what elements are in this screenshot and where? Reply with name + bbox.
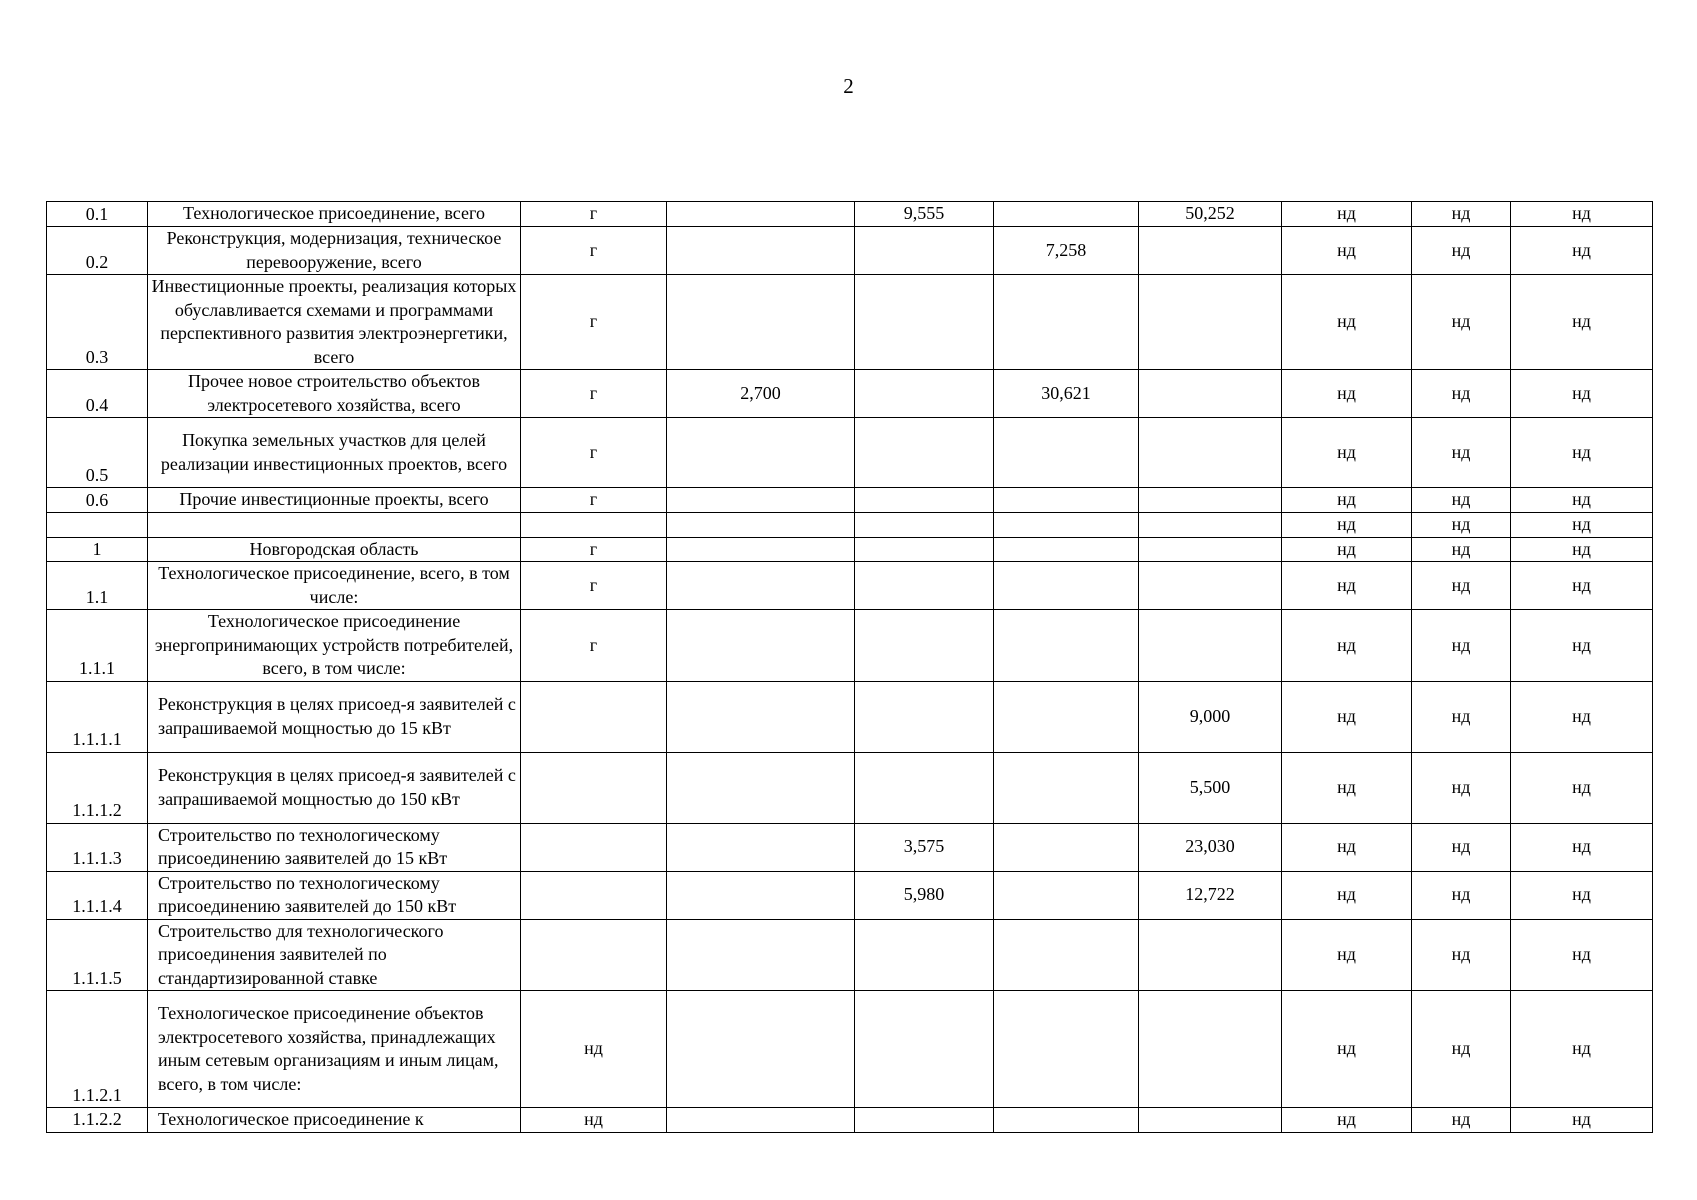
row-value-cell: нд [1282, 752, 1412, 823]
row-value-cell [994, 919, 1139, 991]
row-value-cell: нд [1511, 418, 1653, 488]
row-value-cell: нд [1282, 610, 1412, 682]
row-code: 1.1.1.3 [47, 823, 148, 871]
row-value-cell [855, 370, 994, 418]
table-row [47, 370, 1653, 418]
row-value-cell [667, 1108, 855, 1133]
table-row [47, 681, 1653, 752]
row-value-cell: нд [1511, 823, 1653, 871]
table-row [47, 418, 1653, 488]
row-value-cell [855, 610, 994, 682]
row-value-cell [994, 610, 1139, 682]
row-value-cell: нд [1511, 537, 1653, 562]
row-name: Новгородская область [148, 537, 521, 562]
row-value-cell [667, 681, 855, 752]
row-value-cell: 2,700 [667, 370, 855, 418]
row-value-cell [994, 537, 1139, 562]
row-value-cell [667, 275, 855, 370]
row-code: 1.1.2.2 [47, 1108, 148, 1133]
row-value-cell [667, 919, 855, 991]
row-value-cell: нд [1412, 227, 1511, 275]
row-value-cell: нд [1511, 275, 1653, 370]
row-value-cell [667, 871, 855, 919]
row-value-cell [667, 752, 855, 823]
row-name [148, 513, 521, 538]
row-value-cell: нд [1412, 752, 1511, 823]
row-value-cell [994, 513, 1139, 538]
row-value-cell: нд [1511, 991, 1653, 1108]
row-value-cell: нд [1511, 227, 1653, 275]
table-row [47, 752, 1653, 823]
row-value-cell [1139, 275, 1282, 370]
row-value-cell: 3,575 [855, 823, 994, 871]
row-value-cell: нд [1511, 610, 1653, 682]
row-unit-cell [521, 919, 667, 991]
row-unit-cell [521, 871, 667, 919]
row-value-cell: 30,621 [994, 370, 1139, 418]
row-code: 1.1.1.4 [47, 871, 148, 919]
row-value-cell: 23,030 [1139, 823, 1282, 871]
row-value-cell [1139, 488, 1282, 513]
row-value-cell: 9,000 [1139, 681, 1282, 752]
row-code: 1.1.1 [47, 610, 148, 682]
row-unit-cell: нд [521, 991, 667, 1108]
row-name: Технологическое присоединение, всего [148, 202, 521, 227]
table-row [47, 919, 1653, 991]
row-value-cell: нд [1412, 418, 1511, 488]
row-value-cell: нд [1511, 681, 1653, 752]
row-code: 1.1.1.2 [47, 752, 148, 823]
row-value-cell [1139, 562, 1282, 610]
row-value-cell: нд [1412, 202, 1511, 227]
row-value-cell [855, 919, 994, 991]
row-unit-cell: нд [521, 1108, 667, 1133]
table-row [47, 488, 1653, 513]
row-value-cell: 7,258 [994, 227, 1139, 275]
row-value-cell: нд [1511, 488, 1653, 513]
row-value-cell [667, 537, 855, 562]
row-code: 1.1.1.1 [47, 681, 148, 752]
row-unit-cell [521, 681, 667, 752]
row-name: Технологическое присоединение к [148, 1108, 521, 1133]
row-name: Строительство по технологическому присоединению заявителей до 15 кВт [148, 823, 521, 871]
row-value-cell: нд [1511, 1108, 1653, 1133]
row-unit-cell: г [521, 227, 667, 275]
row-value-cell [1139, 227, 1282, 275]
row-value-cell: нд [1282, 370, 1412, 418]
row-value-cell: нд [1282, 488, 1412, 513]
row-value-cell: нд [1412, 823, 1511, 871]
row-value-cell: 9,555 [855, 202, 994, 227]
row-value-cell: нд [1412, 991, 1511, 1108]
row-value-cell: нд [1412, 610, 1511, 682]
row-value-cell [667, 488, 855, 513]
row-value-cell [994, 991, 1139, 1108]
table-row [47, 871, 1653, 919]
row-name: Технологическое присоединение энергопринимающих устройств потребителей, всего, в том числе: [148, 610, 521, 682]
row-code [47, 513, 148, 538]
row-value-cell: нд [1282, 562, 1412, 610]
page-number: 2 [843, 74, 854, 98]
row-value-cell [667, 991, 855, 1108]
table-row [47, 227, 1653, 275]
row-name: Технологическое присоединение, всего, в том числе: [148, 562, 521, 610]
row-value-cell [667, 202, 855, 227]
row-value-cell [994, 871, 1139, 919]
row-unit-cell [521, 513, 667, 538]
table-row [47, 1108, 1653, 1133]
row-value-cell: нд [1412, 370, 1511, 418]
row-value-cell [1139, 370, 1282, 418]
table-row [47, 823, 1653, 871]
row-value-cell [667, 823, 855, 871]
row-value-cell: нд [1282, 919, 1412, 991]
row-value-cell [1139, 919, 1282, 991]
table-row [47, 610, 1653, 682]
row-code: 1.1.2.1 [47, 991, 148, 1108]
row-value-cell: нд [1282, 275, 1412, 370]
row-name: Прочее новое строительство объектов электросетевого хозяйства, всего [148, 370, 521, 418]
table-row [47, 275, 1653, 370]
row-value-cell: нд [1282, 871, 1412, 919]
row-value-cell [994, 681, 1139, 752]
row-value-cell: нд [1412, 871, 1511, 919]
row-unit-cell [521, 752, 667, 823]
row-value-cell [855, 227, 994, 275]
row-value-cell [667, 418, 855, 488]
row-value-cell: 12,722 [1139, 871, 1282, 919]
row-name: Реконструкция в целях присоед-я заявителей с запрашиваемой мощностью до 15 кВт [148, 681, 521, 752]
row-value-cell [667, 513, 855, 538]
row-unit-cell: г [521, 610, 667, 682]
row-value-cell: 5,500 [1139, 752, 1282, 823]
row-value-cell [855, 562, 994, 610]
row-value-cell [855, 488, 994, 513]
row-name: Строительство для технологического присоединения заявителей по стандартизированной ставке [148, 919, 521, 991]
row-value-cell [855, 418, 994, 488]
row-value-cell: нд [1511, 562, 1653, 610]
row-value-cell: нд [1412, 681, 1511, 752]
row-unit-cell: г [521, 488, 667, 513]
row-code: 1 [47, 537, 148, 562]
row-value-cell [855, 275, 994, 370]
table-row [47, 202, 1653, 227]
row-value-cell [667, 562, 855, 610]
row-value-cell: нд [1282, 537, 1412, 562]
row-unit-cell: г [521, 370, 667, 418]
row-value-cell [855, 991, 994, 1108]
row-code: 1.1.1.5 [47, 919, 148, 991]
row-value-cell: нд [1412, 562, 1511, 610]
investment-program-table [46, 201, 1653, 1133]
row-value-cell [667, 610, 855, 682]
row-value-cell: нд [1412, 537, 1511, 562]
row-name: Технологическое присоединение объектов электросетевого хозяйства, принадлежащих иным сетевым организациям и иным лицам, всего, в том числе: [148, 991, 521, 1108]
row-value-cell: нд [1511, 752, 1653, 823]
row-value-cell: нд [1511, 919, 1653, 991]
row-code: 0.6 [47, 488, 148, 513]
row-value-cell [1139, 537, 1282, 562]
row-name: Инвестиционные проекты, реализация которых обуславливается схемами и программами перспективного развития электроэнергетики, всего [148, 275, 521, 370]
row-code: 0.2 [47, 227, 148, 275]
table-body [47, 202, 1653, 1133]
row-value-cell: 5,980 [855, 871, 994, 919]
row-value-cell [994, 752, 1139, 823]
row-code: 0.4 [47, 370, 148, 418]
row-value-cell: нд [1412, 275, 1511, 370]
row-value-cell [855, 1108, 994, 1133]
row-value-cell: нд [1412, 488, 1511, 513]
row-value-cell: нд [1412, 513, 1511, 538]
row-value-cell [855, 752, 994, 823]
row-code: 0.3 [47, 275, 148, 370]
row-value-cell: нд [1412, 1108, 1511, 1133]
row-value-cell: нд [1282, 513, 1412, 538]
row-value-cell [855, 537, 994, 562]
row-code: 1.1 [47, 562, 148, 610]
row-code: 0.1 [47, 202, 148, 227]
row-value-cell: нд [1412, 919, 1511, 991]
row-name: Реконструкция в целях присоед-я заявителей с запрашиваемой мощностью до 150 кВт [148, 752, 521, 823]
table-row [47, 513, 1653, 538]
row-value-cell: нд [1282, 1108, 1412, 1133]
row-name: Прочие инвестиционные проекты, всего [148, 488, 521, 513]
row-value-cell: нд [1511, 871, 1653, 919]
row-value-cell [1139, 610, 1282, 682]
row-value-cell: нд [1282, 823, 1412, 871]
row-value-cell [994, 275, 1139, 370]
row-unit-cell: г [521, 202, 667, 227]
row-value-cell: нд [1282, 991, 1412, 1108]
row-name: Строительство по технологическому присоединению заявителей до 150 кВт [148, 871, 521, 919]
table-row [47, 991, 1653, 1108]
row-value-cell [855, 681, 994, 752]
row-unit-cell [521, 823, 667, 871]
row-value-cell: нд [1511, 370, 1653, 418]
row-value-cell [1139, 418, 1282, 488]
table-row [47, 537, 1653, 562]
row-value-cell [994, 823, 1139, 871]
table-row [47, 562, 1653, 610]
row-value-cell [994, 488, 1139, 513]
row-value-cell [667, 227, 855, 275]
row-value-cell: 50,252 [1139, 202, 1282, 227]
row-value-cell [994, 562, 1139, 610]
row-unit-cell: г [521, 562, 667, 610]
row-value-cell: нд [1511, 513, 1653, 538]
row-value-cell: нд [1282, 227, 1412, 275]
row-unit-cell: г [521, 418, 667, 488]
row-value-cell [855, 513, 994, 538]
row-value-cell [994, 418, 1139, 488]
row-value-cell: нд [1282, 681, 1412, 752]
row-unit-cell: г [521, 275, 667, 370]
row-value-cell [994, 1108, 1139, 1133]
row-value-cell: нд [1282, 418, 1412, 488]
row-value-cell: нд [1282, 202, 1412, 227]
row-value-cell: нд [1511, 202, 1653, 227]
row-name: Реконструкция, модернизация, техническое перевооружение, всего [148, 227, 521, 275]
row-code: 0.5 [47, 418, 148, 488]
row-value-cell [994, 202, 1139, 227]
row-unit-cell: г [521, 537, 667, 562]
row-value-cell [1139, 991, 1282, 1108]
row-value-cell [1139, 1108, 1282, 1133]
row-name: Покупка земельных участков для целей реализации инвестиционных проектов, всего [148, 418, 521, 488]
row-value-cell [1139, 513, 1282, 538]
